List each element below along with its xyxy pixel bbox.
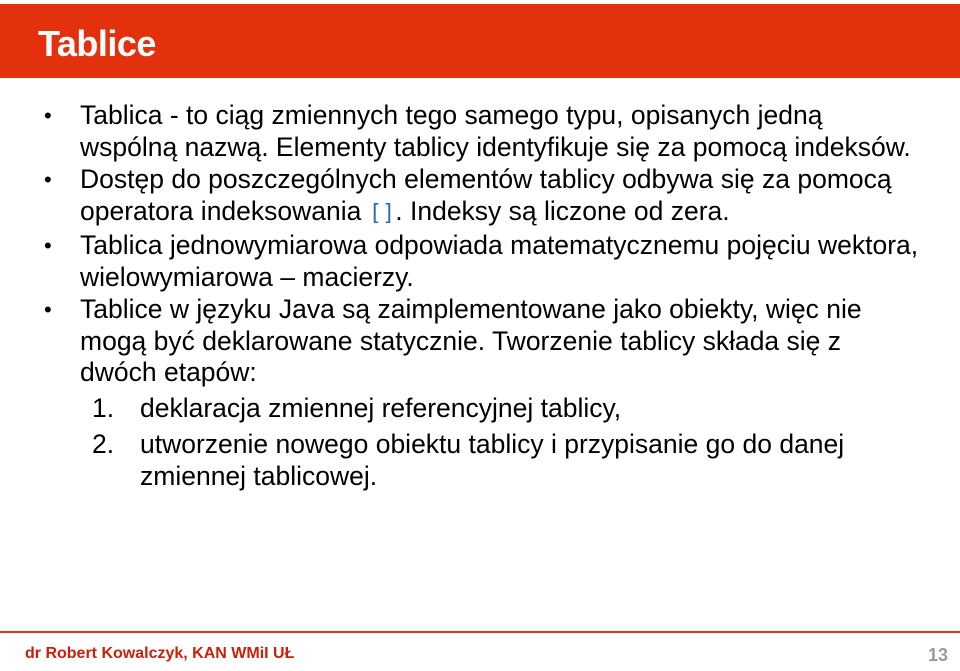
bullet-item xyxy=(40,100,920,163)
steps-list xyxy=(40,393,920,493)
index-operator-code: [] xyxy=(368,200,396,226)
bullet-text: Tablica jednowymiarowa odpowiada matematycznemu pojęciu wektora, wielowymiarowa – macierzy. xyxy=(80,230,919,292)
bullet-item xyxy=(40,164,920,229)
step-text: utworzenie nowego obiektu tablicy i przypisanie go do danej zmiennej tablicowej. xyxy=(140,429,845,491)
footer-author: dr Robert Kowalczyk, KAN WMiI UŁ xyxy=(25,645,295,662)
step-text: deklaracja zmiennej referencyjnej tablicy, xyxy=(140,392,622,423)
bullet-item xyxy=(40,294,920,389)
bullet-dot-icon: • xyxy=(44,167,52,192)
bullet-text: Tablice w języku Java są zaimplementowane jako obiekty, więc nie mogą być deklarowane statycznie. Tworzenie tablicy składa się z dwóch etapów: xyxy=(80,294,862,387)
bullet-dot-icon: • xyxy=(44,233,52,258)
page-number: 13 xyxy=(927,645,948,665)
bullet-dot-icon: • xyxy=(44,103,52,128)
step-number: 2. xyxy=(92,429,115,459)
bullet-text: Dostęp do poszczególnych elementów tablicy odbywa się za pomocą operatora indeksowania xyxy=(80,164,892,226)
footer-divider xyxy=(0,631,960,633)
bullet-dot-icon: • xyxy=(44,297,52,322)
step-item xyxy=(40,393,920,425)
bullet-item xyxy=(40,230,920,293)
slide-title: Tablice xyxy=(38,23,156,64)
bullet-text: . Indeksy są liczone od zera. xyxy=(395,195,730,226)
step-number: 1. xyxy=(92,392,115,423)
step-item xyxy=(40,429,920,492)
slide-content xyxy=(40,100,920,497)
bullet-text: Tablica - to ciąg zmiennych tego samego typu, opisanych jedną wspólną nazwą. Elementy tablicy identyfikuje się za pomocą indeksów. xyxy=(80,100,911,162)
